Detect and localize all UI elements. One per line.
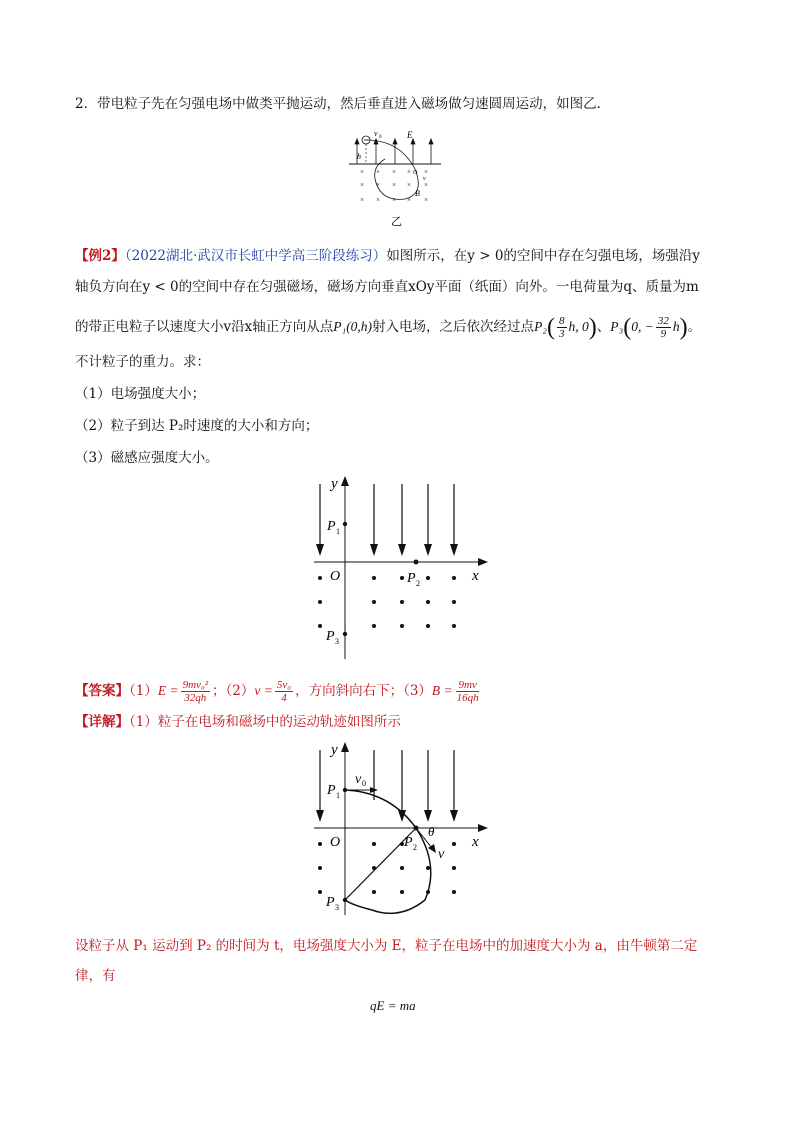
figure-1 <box>300 474 500 664</box>
svg-text:1: 1 <box>336 527 340 536</box>
svg-text:×: × <box>407 196 411 204</box>
fig-yi-v-label: v <box>423 176 426 182</box>
svg-text:×: × <box>360 181 364 189</box>
svg-text:×: × <box>392 168 396 176</box>
detail-tag: 【详解】 <box>75 714 129 730</box>
point-p2-name: P₂ <box>534 319 548 334</box>
example-tag: 【例2】 <box>75 248 125 264</box>
fig-yi-O-label: O <box>413 170 418 176</box>
svg-text:×: × <box>424 196 428 204</box>
svg-text:2: 2 <box>413 843 417 852</box>
question-1: （1）电场强度大小； <box>75 386 206 402</box>
example-line-1 <box>75 246 700 266</box>
example-line1-rest: 如图所示，在y > 0的空间中存在匀强电场，场强沿y <box>386 248 701 264</box>
fig-yi-v0-sub: 0 <box>379 135 382 140</box>
point-p3-name: P₃ <box>610 319 624 334</box>
svg-text:×: × <box>407 168 411 176</box>
example-line3-b: 射入电场，之后依次经过点 <box>372 319 535 335</box>
svg-text:×: × <box>376 196 380 204</box>
p2-fraction: $\frac{8}{3}$ <box>559 315 565 340</box>
fig2-p3-label: P <box>326 895 335 910</box>
fig-yi-E-label: E <box>407 130 413 140</box>
svg-text:3: 3 <box>335 637 339 646</box>
example-line-4: 不计粒子的重力。求： <box>75 354 210 370</box>
svg-text:1: 1 <box>336 791 340 800</box>
fig2-v-label: v <box>438 847 445 862</box>
figure-2 <box>300 740 500 920</box>
fig2-x-label: x <box>472 834 479 850</box>
answer-E-fraction: $\frac{\text{9mv₀²}}{32qh}$ <box>182 679 209 704</box>
svg-text:×: × <box>407 181 411 189</box>
svg-text:×: × <box>424 181 428 189</box>
fig-yi-h-label: h <box>357 152 361 161</box>
fig-yi-caption: 乙 <box>391 216 402 228</box>
fig-yi-B-label: B <box>415 189 420 198</box>
svg-text:3: 3 <box>335 903 339 912</box>
fig-yi-v0-label: v <box>374 129 378 138</box>
example-source: （2022湖北·武汉市长虹中学高三阶段练习） <box>124 248 387 264</box>
answer-tag: 【答案】 <box>75 683 129 699</box>
svg-text:2: 2 <box>416 579 420 588</box>
answer-B-fraction: $\frac{9mv}{16qh}$ <box>456 679 479 704</box>
fig1-p2-label: P <box>407 571 416 586</box>
svg-text:×: × <box>376 181 380 189</box>
equation-newton: qE = ma <box>370 998 416 1013</box>
answer-v-fraction: $\frac{\text{5v₀}}{4}$ <box>276 679 292 704</box>
svg-text:0: 0 <box>362 779 366 788</box>
intro-text: 2．带电粒子先在匀强电场中做类平抛运动，然后垂直进入磁场做匀速圆周运动，如图乙． <box>75 96 611 112</box>
detail-line: 【详解】（1）粒子在电场和磁场中的运动轨迹如图所示 <box>75 714 401 730</box>
fig2-theta-label: θ <box>428 824 435 839</box>
svg-text:×: × <box>392 196 396 204</box>
fig1-p1-label: P <box>327 519 336 534</box>
fig1-x-label: x <box>472 568 479 584</box>
question-2: （2）粒子到达 P₂时速度的大小和方向； <box>75 418 319 434</box>
answer-line: 【答案】（1）E = $\frac{\text{9mv₀²}}{32qh}$ ；（2）v = $\frac{\text{5v₀}}{4}$ ，方向斜向右下；（3）B = $\frac{9mv}{16qh}$ <box>75 679 479 704</box>
fig2-p1-label: P <box>327 783 336 798</box>
svg-text:×: × <box>392 181 396 189</box>
body-line-2: 律，有 <box>75 968 116 984</box>
svg-text:×: × <box>424 168 428 176</box>
example-line-2: 轴负方向在y < 0的空间中存在匀强磁场，磁场方向垂直xOy平面（纸面）向外。一电荷量为q、质量为m <box>75 279 699 295</box>
p3-fraction: $\frac{32}{9}$ <box>657 315 669 340</box>
fig2-p2-label: P <box>404 835 413 850</box>
question-3: （3）磁感应强度大小。 <box>75 450 219 466</box>
fig2-y-label: y <box>331 742 338 758</box>
example-line-3: 的带正电粒子以速度大小v沿x轴正方向从点P₁(0,h)射入电场，之后依次经过点P₂( $\frac{8}{3}$ h, 0)、P₃(0, − $\frac{32}{9}$ h)。 <box>75 314 702 341</box>
svg-text:×: × <box>360 168 364 176</box>
svg-text:×: × <box>360 196 364 204</box>
svg-text:×: × <box>376 168 380 176</box>
body-line-1: 设粒子从 P₁ 运动到 P₂ 的时间为 t，电场强度大小为 E，粒子在电场中的加速度大小为 a，由牛顿第二定 <box>75 938 698 954</box>
fig2-origin-label: O <box>330 835 341 850</box>
fig1-origin-label: O <box>330 569 341 584</box>
fig1-y-label: y <box>331 476 338 492</box>
figure-yi <box>345 124 445 230</box>
fig2-v0-label: v <box>355 772 362 787</box>
example-line3-a: 的带正电粒子以速度大小v沿x轴正方向从点 <box>75 319 334 335</box>
point-p1: P₁(0,h) <box>333 319 373 334</box>
fig1-p3-label: P <box>326 629 335 644</box>
